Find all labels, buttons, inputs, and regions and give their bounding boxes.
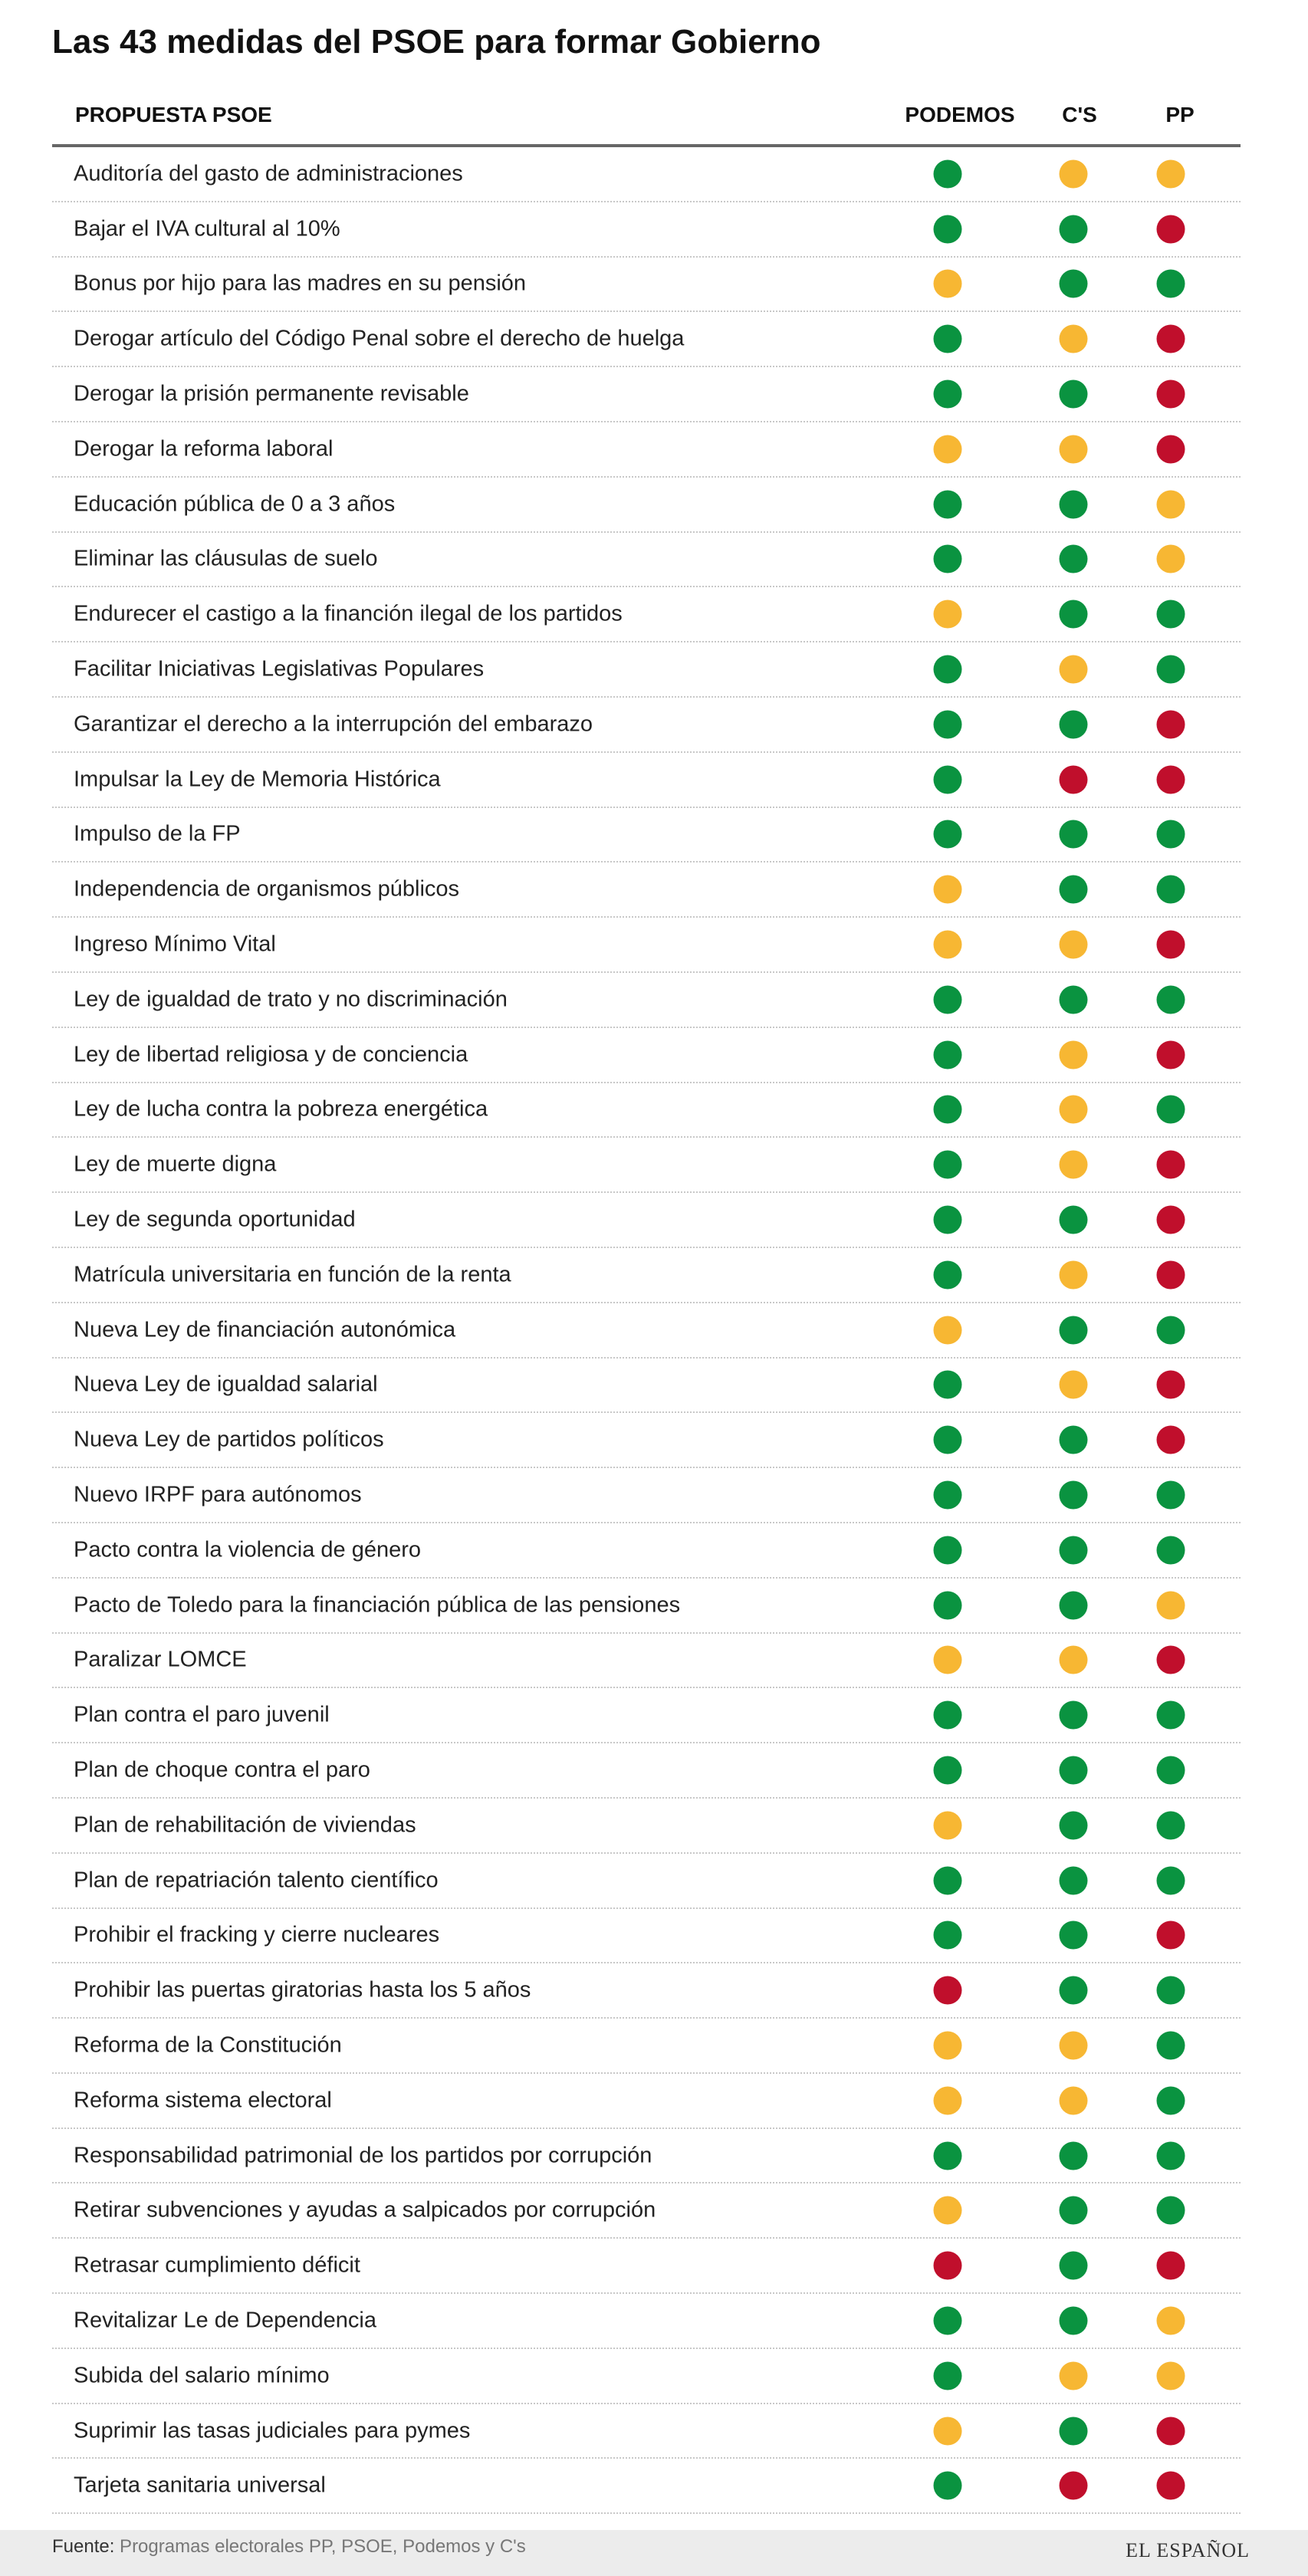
dot-podemos-yellow	[934, 2031, 962, 2059]
row-label: Prohibir el fracking y cierre nucleares	[74, 1922, 440, 1947]
dot-pp-red	[1157, 765, 1185, 794]
dot-cs-yellow	[1060, 931, 1088, 959]
row-label: Retrasar cumplimiento déficit	[74, 2252, 360, 2278]
dot-cs-yellow	[1060, 159, 1088, 188]
dot-cs-green	[1060, 985, 1088, 1014]
row-label: Matrícula universitaria en función de la renta	[74, 1262, 511, 1287]
table-row	[52, 1523, 1241, 1579]
row-label: Paralizar LOMCE	[74, 1647, 247, 1672]
dot-cs-green	[1060, 710, 1088, 738]
dot-podemos-yellow	[934, 1316, 962, 1344]
table-row	[52, 1799, 1241, 1854]
dot-podemos-green	[934, 1591, 962, 1619]
dot-pp-green	[1157, 2031, 1185, 2059]
dot-cs-green	[1060, 545, 1088, 573]
table-row	[52, 147, 1241, 202]
dot-pp-red	[1157, 2472, 1185, 2500]
row-label: Subida del salario mínimo	[74, 2363, 330, 2388]
table-row	[52, 1303, 1241, 1359]
dot-cs-yellow	[1060, 2361, 1088, 2390]
dot-podemos-green	[934, 1206, 962, 1234]
dot-pp-yellow	[1157, 490, 1185, 518]
table-row	[52, 1743, 1241, 1799]
dot-pp-red	[1157, 1646, 1185, 1674]
table-row	[52, 973, 1241, 1028]
dot-cs-green	[1060, 876, 1088, 904]
dot-cs-green	[1060, 1426, 1088, 1454]
dot-podemos-red	[934, 1976, 962, 2005]
dot-podemos-green	[934, 1481, 962, 1510]
dot-podemos-green	[934, 656, 962, 684]
row-label: Impulso de la FP	[74, 821, 241, 846]
dot-pp-red	[1157, 1151, 1185, 1179]
row-label: Nuevo IRPF para autónomos	[74, 1482, 362, 1507]
table-row	[52, 2349, 1241, 2404]
dot-pp-green	[1157, 1976, 1185, 2005]
dot-pp-red	[1157, 215, 1185, 243]
table-row	[52, 478, 1241, 533]
dot-podemos-green	[934, 1866, 962, 1894]
dot-cs-green	[1060, 600, 1088, 629]
dot-podemos-green	[934, 1701, 962, 1730]
row-label: Suprimir las tasas judiciales para pymes	[74, 2418, 471, 2443]
table-row	[52, 1138, 1241, 1193]
dot-pp-green	[1157, 2086, 1185, 2114]
row-label: Responsabilidad patrimonial de los partidos por corrupción	[74, 2143, 652, 2168]
row-label: Derogar artículo del Código Penal sobre el derecho de huelga	[74, 326, 685, 351]
row-label: Ley de muerte digna	[74, 1152, 277, 1177]
row-label: Derogar la prisión permanente revisable	[74, 381, 469, 406]
dot-pp-green	[1157, 656, 1185, 684]
row-label: Ley de libertad religiosa y de conciencia	[74, 1042, 468, 1067]
table-row	[52, 2404, 1241, 2459]
dot-cs-green	[1060, 2141, 1088, 2170]
table-header	[52, 92, 1241, 147]
row-label: Tarjeta sanitaria universal	[74, 2472, 326, 2498]
dot-cs-green	[1060, 1701, 1088, 1730]
row-label: Pacto contra la violencia de género	[74, 1537, 422, 1562]
table-row	[52, 642, 1241, 698]
dot-podemos-green	[934, 2306, 962, 2334]
table-row	[52, 2459, 1241, 2514]
row-label: Facilitar Iniciativas Legislativas Populares	[74, 656, 485, 682]
row-label: Nueva Ley de partidos políticos	[74, 1427, 384, 1452]
row-label: Retirar subvenciones y ayudas a salpicados por corrupción	[74, 2197, 656, 2223]
dot-pp-green	[1157, 270, 1185, 298]
dot-cs-yellow	[1060, 2086, 1088, 2114]
dot-podemos-green	[934, 765, 962, 794]
table-row	[52, 258, 1241, 313]
dot-cs-yellow	[1060, 1371, 1088, 1399]
dot-pp-yellow	[1157, 2306, 1185, 2334]
dot-podemos-yellow	[934, 931, 962, 959]
row-label: Plan de repatriación talento científico	[74, 1868, 439, 1893]
dot-cs-green	[1060, 270, 1088, 298]
dot-podemos-green	[934, 1096, 962, 1124]
dot-cs-green	[1060, 1921, 1088, 1950]
dot-podemos-green	[934, 1536, 962, 1564]
table-row	[52, 1468, 1241, 1523]
dot-cs-red	[1060, 765, 1088, 794]
dot-pp-red	[1157, 1921, 1185, 1950]
dot-cs-yellow	[1060, 1040, 1088, 1069]
dot-cs-yellow	[1060, 2031, 1088, 2059]
dot-pp-green	[1157, 2196, 1185, 2225]
dot-podemos-green	[934, 2141, 962, 2170]
row-label: Revitalizar Le de Dependencia	[74, 2308, 376, 2333]
row-label: Nueva Ley de igualdad salarial	[74, 1372, 378, 1397]
table-row	[52, 918, 1241, 973]
dot-pp-red	[1157, 931, 1185, 959]
dot-podemos-green	[934, 1426, 962, 1454]
dot-pp-green	[1157, 820, 1185, 849]
dot-cs-green	[1060, 1316, 1088, 1344]
table-row	[52, 1413, 1241, 1468]
source-note	[52, 2536, 526, 2558]
header-podemos: PODEMOS	[905, 103, 1015, 127]
table-row	[52, 1359, 1241, 1414]
dot-pp-green	[1157, 2141, 1185, 2170]
table-row	[52, 753, 1241, 808]
row-label: Impulsar la Ley de Memoria Histórica	[74, 767, 441, 792]
row-label: Ley de lucha contra la pobreza energética	[74, 1096, 488, 1122]
dot-pp-green	[1157, 985, 1185, 1014]
header-pp: PP	[1165, 103, 1195, 127]
row-label: Reforma de la Constitución	[74, 2032, 342, 2058]
table-row	[52, 2294, 1241, 2349]
dot-podemos-yellow	[934, 600, 962, 629]
dot-cs-yellow	[1060, 1151, 1088, 1179]
dot-pp-yellow	[1157, 159, 1185, 188]
dot-podemos-yellow	[934, 876, 962, 904]
dot-cs-yellow	[1060, 1646, 1088, 1674]
dot-pp-red	[1157, 1371, 1185, 1399]
dot-cs-yellow	[1060, 656, 1088, 684]
table-row	[52, 312, 1241, 367]
table-row	[52, 2183, 1241, 2239]
header-propuesta: PROPUESTA PSOE	[75, 103, 272, 127]
dot-pp-red	[1157, 380, 1185, 409]
dot-pp-green	[1157, 1811, 1185, 1839]
dot-pp-green	[1157, 876, 1185, 904]
dot-cs-green	[1060, 490, 1088, 518]
dot-podemos-green	[934, 545, 962, 573]
dot-pp-red	[1157, 710, 1185, 738]
dot-pp-green	[1157, 1096, 1185, 1124]
dot-cs-green	[1060, 820, 1088, 849]
table-row	[52, 2019, 1241, 2074]
table-row	[52, 1963, 1241, 2019]
row-label: Derogar la reforma laboral	[74, 436, 334, 462]
table-row	[52, 367, 1241, 422]
row-label: Plan contra el paro juvenil	[74, 1702, 330, 1727]
table-row	[52, 202, 1241, 258]
dot-podemos-yellow	[934, 1811, 962, 1839]
table-row	[52, 2074, 1241, 2129]
dot-cs-yellow	[1060, 435, 1088, 463]
dot-podemos-green	[934, 325, 962, 353]
dot-pp-red	[1157, 2252, 1185, 2280]
table-row	[52, 808, 1241, 863]
dot-pp-red	[1157, 1426, 1185, 1454]
dot-cs-green	[1060, 1481, 1088, 1510]
dot-pp-red	[1157, 1206, 1185, 1234]
dot-podemos-yellow	[934, 2417, 962, 2445]
row-label: Pacto de Toledo para la financiación pública de las pensiones	[74, 1592, 681, 1618]
table-body	[52, 147, 1241, 2514]
dot-pp-red	[1157, 1260, 1185, 1289]
dot-podemos-yellow	[934, 270, 962, 298]
dot-cs-green	[1060, 1866, 1088, 1894]
dot-pp-red	[1157, 2417, 1185, 2445]
brand-logo: EL ESPAÑOL	[1126, 2539, 1250, 2561]
row-label: Educación pública de 0 a 3 años	[74, 491, 396, 517]
dot-podemos-green	[934, 710, 962, 738]
dot-cs-green	[1060, 1536, 1088, 1564]
dot-podemos-yellow	[934, 1646, 962, 1674]
table-row	[52, 1083, 1241, 1138]
dot-podemos-green	[934, 215, 962, 243]
dot-cs-green	[1060, 1756, 1088, 1785]
table-row	[52, 1854, 1241, 1909]
table-row	[52, 2129, 1241, 2184]
dot-podemos-green	[934, 490, 962, 518]
table-row	[52, 1248, 1241, 1303]
dot-cs-yellow	[1060, 1260, 1088, 1289]
dot-pp-yellow	[1157, 545, 1185, 573]
table-row	[52, 1688, 1241, 1743]
row-label: Ingreso Mínimo Vital	[74, 932, 276, 957]
dot-podemos-red	[934, 2252, 962, 2280]
dot-podemos-green	[934, 1040, 962, 1069]
dot-pp-red	[1157, 435, 1185, 463]
dot-pp-red	[1157, 1040, 1185, 1069]
dot-podemos-green	[934, 1756, 962, 1785]
table-row	[52, 1193, 1241, 1248]
row-label: Auditoría del gasto de administraciones	[74, 161, 463, 186]
dot-pp-yellow	[1157, 2361, 1185, 2390]
dot-cs-green	[1060, 2196, 1088, 2225]
footer	[0, 2530, 1308, 2576]
row-label: Bajar el IVA cultural al 10%	[74, 216, 340, 242]
dot-podemos-green	[934, 159, 962, 188]
dot-podemos-green	[934, 985, 962, 1014]
dot-podemos-green	[934, 380, 962, 409]
table-row	[52, 2239, 1241, 2294]
table-row	[52, 1909, 1241, 1964]
dot-podemos-green	[934, 1260, 962, 1289]
row-label: Independencia de organismos públicos	[74, 876, 460, 902]
row-label: Prohibir las puertas giratorias hasta los 5 años	[74, 1977, 531, 2003]
row-label: Ley de segunda oportunidad	[74, 1207, 356, 1232]
dot-cs-green	[1060, 2417, 1088, 2445]
table-row	[52, 587, 1241, 642]
dot-pp-green	[1157, 1701, 1185, 1730]
dot-pp-green	[1157, 600, 1185, 629]
dot-podemos-green	[934, 1151, 962, 1179]
dot-cs-yellow	[1060, 325, 1088, 353]
dot-podemos-yellow	[934, 2086, 962, 2114]
dot-cs-green	[1060, 2252, 1088, 2280]
dot-cs-yellow	[1060, 1096, 1088, 1124]
dot-cs-red	[1060, 2472, 1088, 2500]
dot-cs-green	[1060, 1976, 1088, 2005]
dot-podemos-green	[934, 1921, 962, 1950]
dot-podemos-yellow	[934, 435, 962, 463]
dot-cs-green	[1060, 1206, 1088, 1234]
dot-podemos-green	[934, 820, 962, 849]
table-row	[52, 1579, 1241, 1634]
row-label: Eliminar las cláusulas de suelo	[74, 546, 378, 571]
dot-pp-red	[1157, 325, 1185, 353]
table-row	[52, 1634, 1241, 1689]
dot-pp-yellow	[1157, 1591, 1185, 1619]
row-label: Reforma sistema electoral	[74, 2088, 332, 2113]
dot-podemos-yellow	[934, 2196, 962, 2225]
header-cs: C'S	[1062, 103, 1097, 127]
dot-cs-green	[1060, 2306, 1088, 2334]
dot-pp-green	[1157, 1481, 1185, 1510]
dot-pp-green	[1157, 1536, 1185, 1564]
row-label: Endurecer el castigo a la financión ilegal de los partidos	[74, 601, 623, 626]
dot-pp-green	[1157, 1866, 1185, 1894]
table-row	[52, 1028, 1241, 1083]
dot-podemos-green	[934, 2361, 962, 2390]
table-row	[52, 533, 1241, 588]
dot-cs-green	[1060, 1811, 1088, 1839]
table-row	[52, 698, 1241, 753]
dot-pp-green	[1157, 1756, 1185, 1785]
dot-podemos-green	[934, 2472, 962, 2500]
dot-podemos-green	[934, 1371, 962, 1399]
row-label: Plan de rehabilitación de viviendas	[74, 1812, 416, 1838]
table-row	[52, 422, 1241, 478]
source-label: Fuente:	[52, 2536, 115, 2557]
row-label: Ley de igualdad de trato y no discriminación	[74, 987, 508, 1012]
row-label: Garantizar el derecho a la interrupción del embarazo	[74, 711, 593, 737]
chart-title: Las 43 medidas del PSOE para formar Gobierno	[52, 23, 821, 61]
row-label: Bonus por hijo para las madres en su pensión	[74, 271, 527, 296]
dot-cs-green	[1060, 380, 1088, 409]
row-label: Plan de choque contra el paro	[74, 1757, 370, 1783]
dot-cs-green	[1060, 215, 1088, 243]
dot-cs-green	[1060, 1591, 1088, 1619]
dot-pp-green	[1157, 1316, 1185, 1344]
source-text: Programas electorales PP, PSOE, Podemos y C's	[114, 2536, 526, 2557]
row-label: Nueva Ley de financiación autonómica	[74, 1317, 456, 1342]
table-row	[52, 863, 1241, 918]
